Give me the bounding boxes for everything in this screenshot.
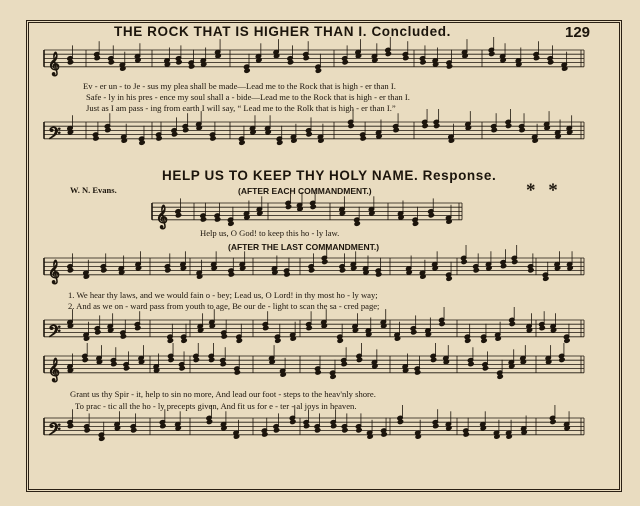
verse-line-a: 1. We hear thy laws, and we would fain o - bey; Lead us, O Lord! in thy most ho - ly way; xyxy=(68,290,378,300)
header-title: THE ROCK THAT IS HIGHER THAN I. Concluded. xyxy=(114,24,451,39)
page-number: 129 xyxy=(565,24,591,41)
final-line-b: To prac - tic all the ho - ly precepts given, And fit us for e - ter - al joys in heaven. xyxy=(75,401,357,411)
asterisk-marks: * * xyxy=(526,180,562,201)
response-lyrics: Help us, O God! to keep this ho - ly law. xyxy=(200,228,340,238)
clef-icon: 𝄢 xyxy=(48,122,61,147)
verse-line-2: Safe - ly in his pres - ence my soul shall a - bide—Lead me to the Rock that is high - er than I. xyxy=(86,92,410,102)
clef-icon: 𝄞 xyxy=(48,50,60,75)
final-line-a: Grant us thy Spir - it, help to sin no more, And lead our foot - steps to the heav'nly shore. xyxy=(70,389,376,399)
verse-line-3: Just as I am pass - ing from earth I will say, “ Lead me to the Rolk that is high - er than I.” xyxy=(86,103,396,113)
hymn-title: HELP US TO KEEP THY HOLY NAME. Response. xyxy=(162,168,497,183)
clef-icon: 𝄢 xyxy=(48,418,61,443)
clef-icon: 𝄞 xyxy=(48,258,60,283)
verse-line-1: Ev - er un - to Je - sus my plea shall be made—Lead me to the Rock that is high - er than I. xyxy=(83,81,396,91)
verse-line-b: 2. And as we on - ward pass from youth to age, Be our de - light to scan the sa - cred page; xyxy=(68,301,380,311)
section-label-each: (AFTER EACH COMMANDMENT.) xyxy=(238,186,372,196)
clef-icon: 𝄢 xyxy=(48,320,61,345)
composer-credit: W. N. Evans. xyxy=(70,185,117,195)
clef-icon: 𝄞 xyxy=(48,356,60,381)
section-label-last: (AFTER THE LAST COMMANDMENT.) xyxy=(228,242,380,252)
clef-icon: 𝄞 xyxy=(156,203,168,228)
